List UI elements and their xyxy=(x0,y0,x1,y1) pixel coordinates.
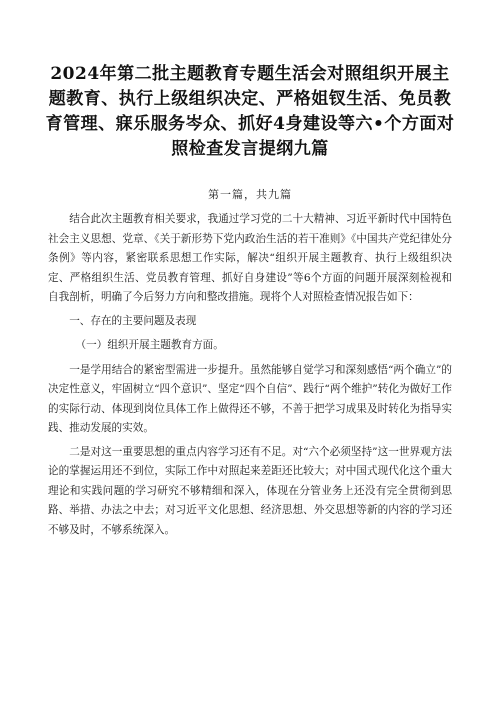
heading-theme-education: （一）组织开展主题教育方面。 xyxy=(75,339,224,351)
point-one-paragraph: 一是学用结合的紧密型需进一步提升。虽然能够自觉学习和深刻感悟“两个确立”的决定性意义，牢固树立“四个意识”、坚定“四个自信”、践行“两个维护”转化为做好工作的实际行动、体现到岗位具体工作上做得还不够，不善于把学习成果及时转化为指导实践、推动发展的实效。 xyxy=(48,363,452,434)
document-title: 2024年第二批主题教育专题生活会对照组织开展主题教育、执行上级组织决定、严格姐钗生活、免员教育管理、寐乐服务岑众、抓好4身建设等六•个方面对照检查发言提纲九篇 xyxy=(45,64,455,159)
intro-paragraph: 结合此次主题教育相关要求，我通过学习党的二十大精神、习近平新时代中国特色社会主义思想、党章、《关于新形势下党内政治生活的若干准则》《中国共产党纪律处分条例》等内容，紧密联系思想工作实际，解决“组织开展主题教育、执行上级组织决定、严格组织生活、党员教育管理、抓好自身建设”等6个方面的问题开展深刻检视和自我剖析，明确了今后努力方向和整改措施。现将个人对照检查情况报告如下： xyxy=(48,213,452,303)
section-heading: 第一篇，共九篇 xyxy=(208,188,292,201)
heading-main-problems: 一、存在的主要问题及表现 xyxy=(69,314,197,327)
point-two-paragraph: 二是对这一重要思想的重点内容学习还有不足。对“六个必须坚持”这一世界观方法论的掌握运用还不到位，实际工作中对照起来差距还比较大；对中国式现代化这个重大理论和实践问题的学习研究不够精细和深入，体现在分管业务上还没有完全贯彻到思路、举措、办法之中去；对习近平文化思想、经济思想、外交思想等新的内容的学习还不够及时，不够系统深入。 xyxy=(48,445,452,536)
